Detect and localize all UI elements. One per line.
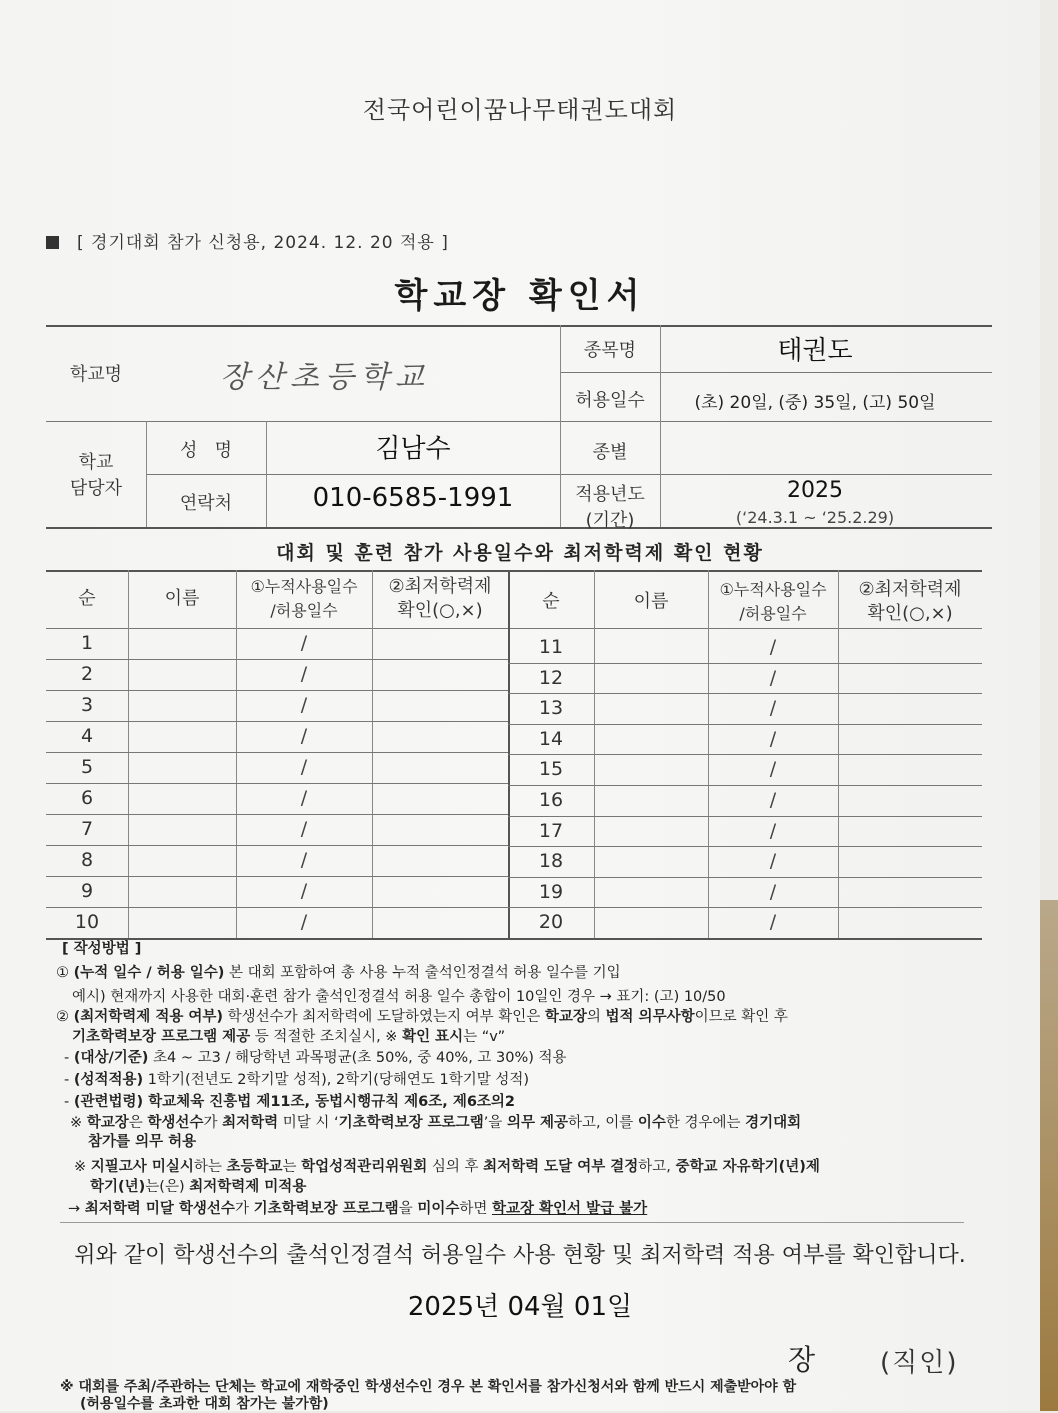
col-header-no-right: 순 <box>542 591 560 612</box>
instructions-heading: [ 작성방법 ] <box>62 941 142 957</box>
row-number: 10 <box>74 911 100 933</box>
row-divider <box>46 845 508 846</box>
row-number: 1 <box>80 632 94 654</box>
school-label: 학교명 <box>69 364 123 385</box>
days-slash: / <box>300 911 308 933</box>
days-slash: / <box>300 725 308 747</box>
usage-table-title: 대회 및 훈련 참가 사용일수와 최저학력제 확인 현황 <box>276 542 764 564</box>
row-number: 4 <box>80 725 94 747</box>
note-1-example: 예시) 현재까지 사용한 대회·훈련 참가 출석인정결석 허용 일수 총합이 10일인 경우 → 표기: (고) 10/50 <box>72 989 726 1005</box>
row-number-right: 17 <box>538 819 564 842</box>
contact-group-label-2: 담당자 <box>69 478 123 499</box>
row-divider <box>508 877 982 878</box>
col-header-no: 순 <box>78 588 96 609</box>
days-slash: / <box>300 632 308 654</box>
days-slash-right: / <box>769 636 777 658</box>
school-value: 장산초등학교 <box>220 360 430 395</box>
row-number-right: 20 <box>538 911 564 934</box>
days-slash: / <box>300 849 308 871</box>
days-slash: / <box>300 818 308 840</box>
col-header-days: ①누적사용일수 /허용일수 <box>250 577 358 620</box>
row-number-right: 11 <box>538 636 564 658</box>
row-divider <box>508 785 982 786</box>
note-3: - (대상/기준) 초4 ~ 고3 / 해당학년 과목평균(초 50%, 중 40%, 고 30%) 적용 <box>64 1050 567 1066</box>
year-label-2: (기간) <box>585 510 635 531</box>
allowed-days-label: 허용일수 <box>575 390 645 411</box>
contact-group-label-1: 학교 <box>78 452 114 473</box>
col-header-name: 이름 <box>164 588 200 609</box>
note-5: - (관련법령) 학교체육 진흥법 제11조, 동법시행규칙 제6조, 제6조의2 <box>64 1094 516 1110</box>
form-number <box>46 228 449 253</box>
row-number: 3 <box>80 694 94 716</box>
phone-value: 010-6585-1991 <box>312 483 514 513</box>
row-divider <box>46 907 508 908</box>
footer-note-2: (허용일수를 초과한 대회 참가는 불가함) <box>80 1396 329 1412</box>
row-divider <box>508 693 982 694</box>
row-divider <box>46 752 508 753</box>
days-slash-right: / <box>769 911 777 934</box>
note-1: ① (누적 일수 / 허용 일수) 본 대회 포함하여 총 사용 누적 출석인정결석 허용 일수를 기입 <box>56 965 621 981</box>
row-divider <box>508 754 982 755</box>
days-slash-right: / <box>769 758 777 781</box>
row-divider <box>46 721 508 722</box>
document-title: 학교장 확인서 <box>394 276 646 316</box>
row-divider <box>46 659 508 660</box>
phone-label: 연락처 <box>179 493 233 514</box>
row-number: 6 <box>80 787 94 809</box>
col-header-days-right: ①누적사용일수 /허용일수 <box>719 580 827 623</box>
background-edge <box>1040 900 1058 1411</box>
row-divider <box>508 907 982 908</box>
row-divider <box>46 690 508 691</box>
note-4: - (성적적용) 1학기(전년도 2학기말 성적), 2학기(당해연도 1학기말 성적) <box>64 1072 530 1088</box>
days-slash-right: / <box>769 789 777 811</box>
note-2-cont: 기초학력보장 프로그램 제공 등 적절한 조치실시, ※ 확인 표시는 “v” <box>72 1029 506 1045</box>
confirmation-date: 2025년 04월 01일 <box>407 1292 633 1322</box>
col-header-check: ②최저학력제 확인(○,×) <box>388 576 492 621</box>
row-number-right: 12 <box>538 666 564 689</box>
row-divider <box>46 814 508 815</box>
row-divider <box>46 783 508 784</box>
days-slash-right: / <box>769 697 777 720</box>
note-2: ② (최저학력제 적용 여부) 학생선수가 최저학력에 도달하였는지 여부 확인은 학교장의 법적 의무사항이므로 확인 후 <box>56 1009 788 1025</box>
confirmation-statement: 위와 같이 학생선수의 출석인정결석 허용일수 사용 현황 및 최저학력 적용 여부를 확인합니다. <box>74 1243 966 1268</box>
bullet-square-icon <box>46 236 59 249</box>
year-period: (‘24.3.1 ~ ‘25.2.29) <box>735 508 895 527</box>
sport-value: 태권도 <box>777 336 853 366</box>
col-header-name-right: 이름 <box>633 591 669 612</box>
note-6-cont: 참가를 의무 허용 <box>88 1134 197 1150</box>
row-number: 7 <box>80 818 94 840</box>
col-header-check-right: ②최저학력제 확인(○,×) <box>858 579 962 624</box>
sport-label: 종목명 <box>583 340 637 361</box>
days-slash: / <box>300 787 308 809</box>
note-6: ※ 학교장은 학생선수가 최저학력 미달 시 ‘기초학력보장 프로그램’을 의무 제공하고, 이를 이수한 경우에는 경기대회 <box>70 1115 802 1131</box>
row-divider <box>508 663 982 664</box>
row-number-right: 18 <box>538 850 564 873</box>
category-label: 종별 <box>592 442 628 463</box>
row-divider <box>508 846 982 847</box>
row-number: 9 <box>80 880 94 902</box>
name-label: 성 명 <box>180 440 232 461</box>
official-seal-label: (직인) <box>880 1348 959 1378</box>
row-number-right: 15 <box>538 758 564 781</box>
days-slash-right: / <box>769 880 777 903</box>
footer-note: ※ 대회를 주최/주관하는 단체는 학교에 재학중인 학생선수인 경우 본 확인서를 참가신청서와 함께 반드시 제출받아야 함 <box>60 1379 797 1395</box>
row-number-right: 16 <box>538 789 564 811</box>
days-slash-right: / <box>769 850 777 873</box>
organization-name: 전국어린이꿈나무태권도대회 <box>362 96 678 124</box>
row-divider <box>46 876 508 877</box>
row-number: 5 <box>80 756 94 778</box>
note-7: ※ 지필고사 미실시하는 초등학교는 학업성적관리위원회 심의 후 최저학력 도달 여부 결정하고, 중학교 자유학기(년)제 <box>74 1159 820 1175</box>
days-slash: / <box>300 756 308 778</box>
allowed-days-value: (초) 20일, (중) 35일, (고) 50일 <box>694 393 936 413</box>
row-number-right: 19 <box>538 880 564 903</box>
days-slash: / <box>300 663 308 685</box>
row-number: 8 <box>80 849 94 871</box>
name-value: 김남수 <box>375 434 451 464</box>
days-slash: / <box>300 694 308 716</box>
row-divider <box>508 816 982 817</box>
days-slash: / <box>300 880 308 902</box>
days-slash-right: / <box>769 819 777 842</box>
row-divider <box>508 724 982 725</box>
days-slash-right: / <box>769 727 777 750</box>
note-8: → 최저학력 미달 학생선수가 기초학력보장 프로그램을 미이수하면 학교장 확인서 발급 불가 <box>68 1201 648 1217</box>
row-number-right: 13 <box>538 697 564 720</box>
year-value: 2025 <box>787 478 843 503</box>
days-slash-right: / <box>769 666 777 689</box>
note-7-cont: 학기(년)는(은) 최저학력제 미적용 <box>90 1179 307 1195</box>
year-label-1: 적용년도 <box>575 484 645 505</box>
principal-label: 장 <box>788 1343 816 1376</box>
form-number-text: [ 경기대회 참가 신청용, 2024. 12. 20 적용 ] <box>77 233 449 253</box>
row-number: 2 <box>80 663 94 685</box>
row-number-right: 14 <box>538 727 564 750</box>
